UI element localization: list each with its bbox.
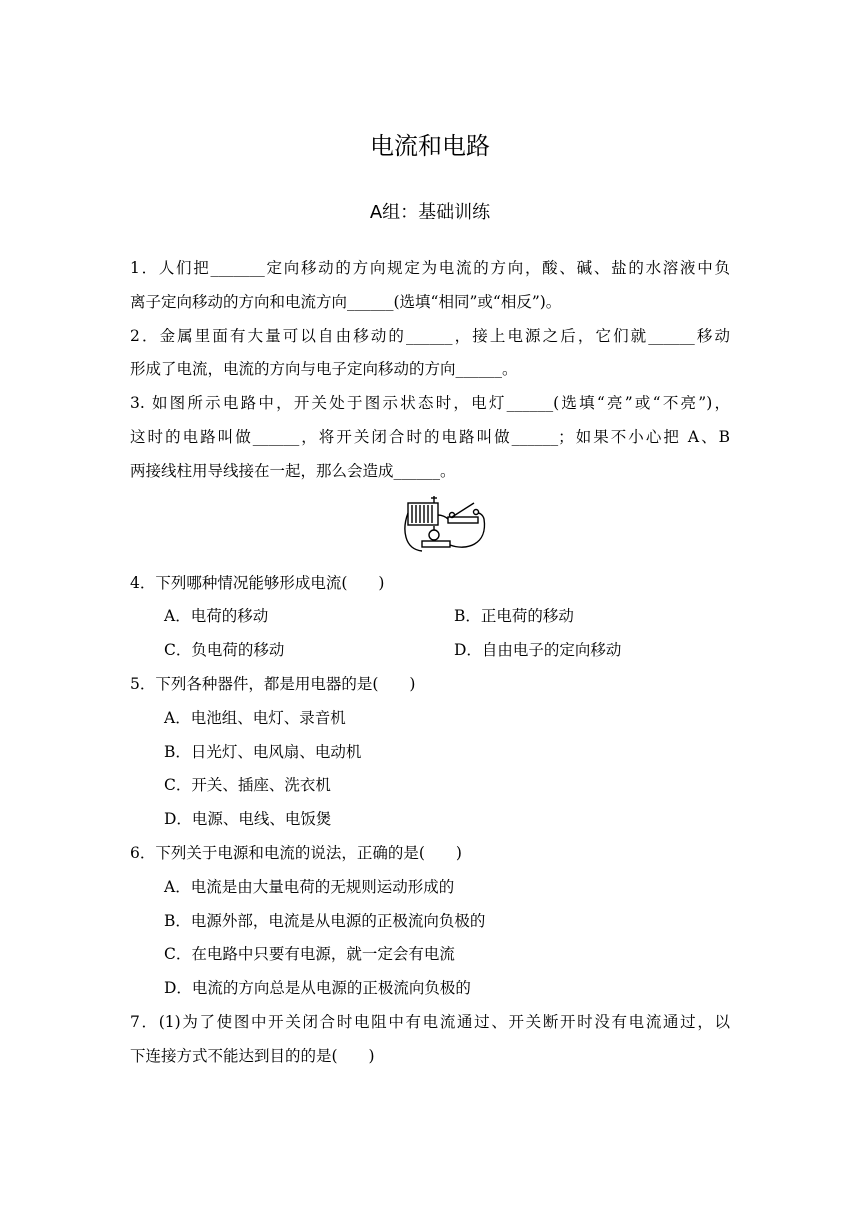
- circuit-figure: [130, 489, 730, 567]
- question-1-line-2: 离子定向移动的方向和电流方向______(选填“相同”或“相反”)。: [130, 292, 562, 311]
- question-2-line-2: 形成了电流，电流的方向与电子定向移动的方向______。: [130, 360, 518, 379]
- question-4-stem: 4．下列哪种情况能够形成电流( ): [130, 573, 385, 592]
- lamp-base: [422, 541, 450, 547]
- question-6: [130, 837, 730, 1006]
- question-6-option-d: D．电流的方向总是从电源的正极流向负极的: [164, 979, 471, 998]
- question-3-line-3: 两接线柱用导线接在一起，那么会造成______。: [130, 461, 456, 480]
- switch-contact: [474, 509, 479, 514]
- question-2-line-1: 2．金属里面有大量可以自由移动的______，接上电源之后，它们就______移动: [130, 326, 730, 345]
- question-list: [130, 252, 730, 1074]
- question-7-line-2: 下连接方式不能达到目的的是( ): [130, 1046, 375, 1065]
- switch-knife: [452, 503, 474, 517]
- question-5-option-c: C．开关、插座、洗衣机: [164, 776, 331, 795]
- question-6-option-b: B．电源外部，电流是从电源的正极流向负极的: [164, 911, 486, 930]
- question-5-option-b: B．日光灯、电风扇、电动机: [164, 742, 362, 761]
- question-5-option-a: A．电池组、电灯、录音机: [164, 708, 346, 727]
- question-6-option-a: A．电流是由大量电荷的无规则运动形成的: [164, 877, 455, 896]
- question-4-option-b: B．正电荷的移动: [454, 607, 574, 626]
- question-2: [130, 320, 730, 388]
- question-7: [130, 1006, 730, 1074]
- question-4-option-a: A．电荷的移动: [164, 607, 269, 626]
- question-6-option-c: C．在电路中只要有电源，就一定会有电流: [164, 945, 455, 964]
- question-5-option-d: D．电源、电线、电饭煲: [164, 810, 332, 829]
- question-4-option-c: C．负电荷的移动: [164, 641, 285, 660]
- question-5-stem: 5．下列各种器件，都是用电器的是( ): [130, 674, 416, 693]
- question-5: [130, 668, 730, 837]
- question-7-line-1: 7．(1)为了使图中开关闭合时电阻中有电流通过、开关断开时没有电流通过，以: [130, 1012, 730, 1031]
- question-4: [130, 567, 730, 668]
- page-title: 电流和电路: [370, 132, 490, 160]
- question-6-stem: 6．下列关于电源和电流的说法，正确的是( ): [130, 843, 462, 862]
- question-4-options-row-2: [130, 634, 730, 668]
- section-title: A组：基础训练: [369, 202, 491, 223]
- wire-battery-switch: [438, 515, 448, 519]
- question-4-option-d: D．自由电子的定向移动: [454, 641, 622, 660]
- wire-lamp-switch: [450, 513, 484, 547]
- question-3-line-1: 3. 如图所示电路中，开关处于图示状态时，电灯______(选填“亮”或“不亮”)，: [130, 394, 730, 413]
- question-4-options-row-1: [130, 600, 730, 634]
- circuit-illustration: [404, 493, 490, 561]
- question-1-line-1: 1．人们把_______定向移动的方向规定为电流的方向，酸、碱、盐的水溶液中负: [130, 259, 730, 277]
- lamp-bulb: [429, 530, 439, 540]
- question-3: [130, 387, 730, 488]
- question-1: [130, 252, 730, 320]
- question-3-line-2: 这时的电路叫做______，将开关闭合时的电路叫做______；如果不小心把 A、B: [130, 427, 730, 446]
